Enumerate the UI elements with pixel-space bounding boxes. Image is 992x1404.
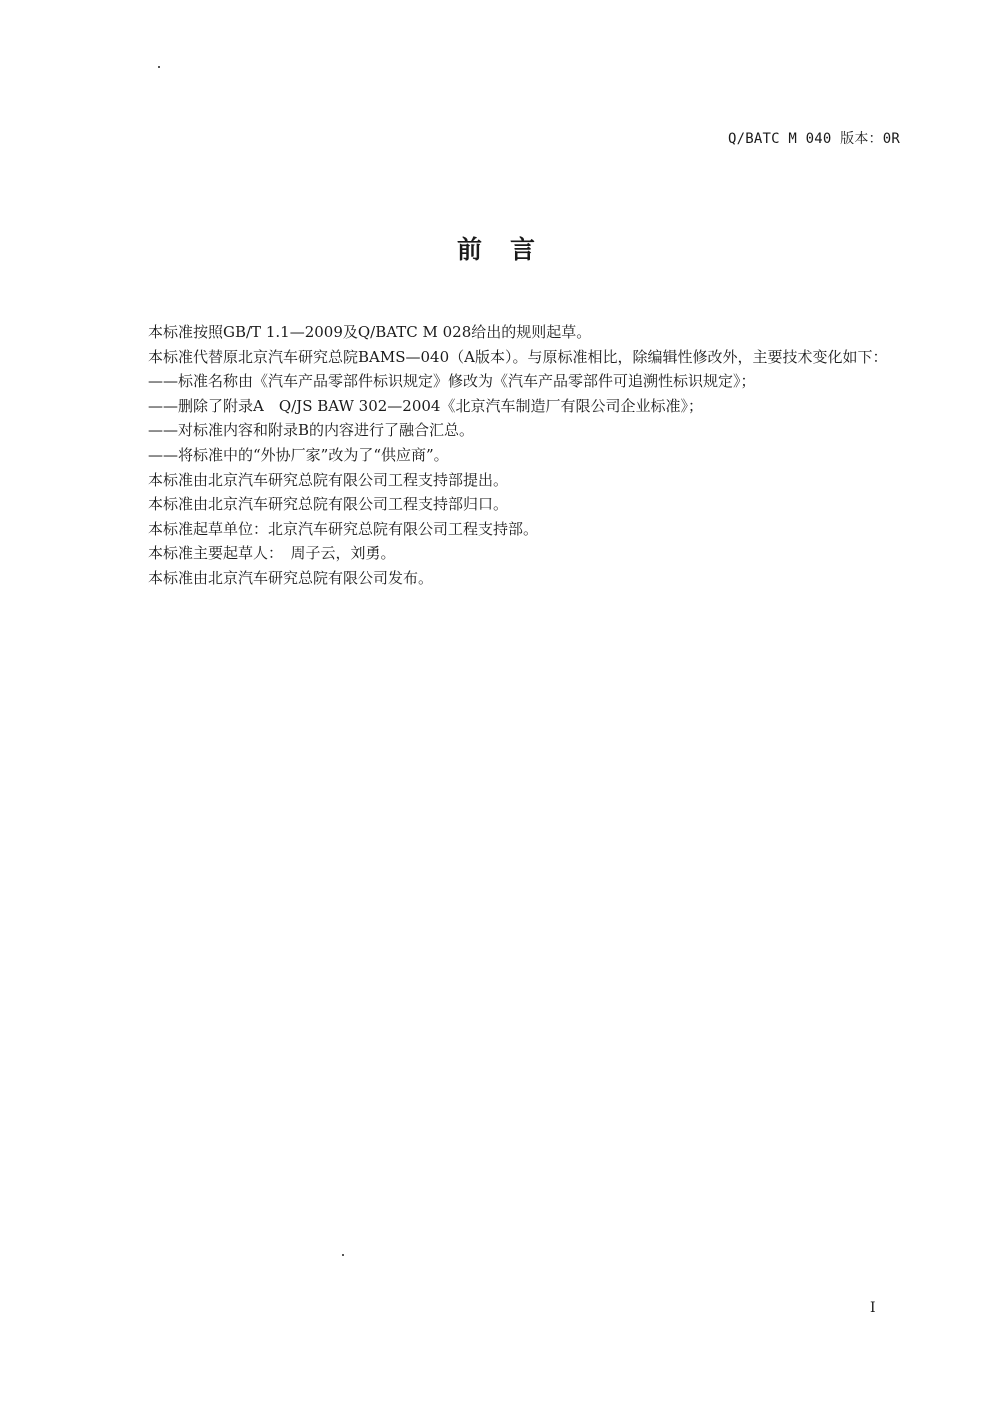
page-number: Ⅰ <box>870 1300 876 1316</box>
paragraph-drafters: 本标准主要起草人： 周子云，刘勇。 <box>148 544 396 563</box>
change-item-supplier: ——将标准中的“外协厂家”改为了“供应商”。 <box>148 445 449 464</box>
paragraph-managed-by: 本标准由北京汽车研究总院有限公司工程支持部归口。 <box>148 495 509 514</box>
scan-speck <box>158 66 160 68</box>
scan-speck <box>342 1254 344 1256</box>
paragraph-drafting-rules: 本标准按照GB/T 1.1—2009及Q/BATC M 028给出的规则起草。 <box>148 323 592 341</box>
document-code: Q/BATC M 040 版本：0R <box>727 131 900 147</box>
page-title: 前言 <box>456 235 563 264</box>
paragraph-replacement: 本标准代替原北京汽车研究总院BAMS—040（A版本）。与原标准相比，除编辑性修改外，主要技术变化如下： <box>148 347 888 366</box>
change-item-merge: ——对标准内容和附录B的内容进行了融合汇总。 <box>148 421 475 440</box>
paragraph-proposed-by: 本标准由北京汽车研究总院有限公司工程支持部提出。 <box>148 470 509 489</box>
paragraph-drafting-unit: 本标准起草单位：北京汽车研究总院有限公司工程支持部。 <box>148 519 539 538</box>
change-item-title: ——标准名称由《汽车产品零部件标识规定》修改为《汽车产品零部件可追溯性标识规定》； <box>148 372 756 391</box>
foreword-body <box>116 320 904 591</box>
change-item-appendix-a: ——删除了附录A Q/JS BAW 302—2004《北京汽车制造厂有限公司企业标准》； <box>148 396 703 415</box>
paragraph-published-by: 本标准由北京汽车研究总院有限公司发布。 <box>148 568 434 587</box>
